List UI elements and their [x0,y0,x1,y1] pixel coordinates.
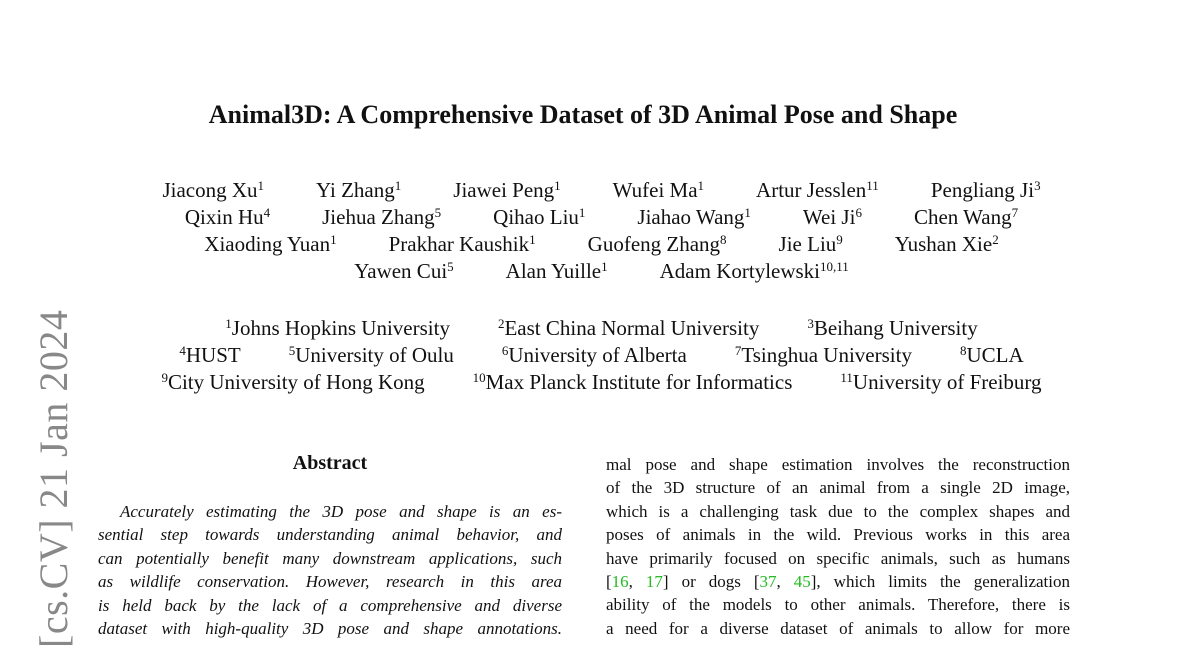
intro-text: which is a challenging task due to the complex shapes and [606,501,1070,521]
author-affiliation-mark: 4 [263,205,271,220]
affiliation-name: Beihang University [813,316,978,340]
abstract-line: as wildlife conservation. However, research in this area [98,572,562,592]
abstract-line: is held back by the lack of a comprehensive and diverse [98,595,562,615]
author-affiliation-mark: 5 [434,205,442,220]
author-affiliation-mark: 5 [447,259,454,274]
author-affiliation-mark: 1 [554,178,561,193]
intro-text: mal pose and shape estimation involves the reconstruction [606,455,1070,474]
affiliation [498,315,759,342]
intro-line [606,570,1070,593]
affiliation [473,369,793,396]
abstract-line: sential step towards understanding animal behavior, and [98,525,562,545]
author-affiliation-mark: 3 [1034,178,1041,193]
affiliation [179,342,240,369]
author-name [756,177,879,204]
affiliation-mark: 8 [959,343,967,358]
author-name [803,204,862,231]
abstract-line: dataset with high-quality 3D pose and shape annotations. [98,619,562,639]
intro-text: ability of the models to other animals. Therefore, there is [606,595,1070,615]
author-name-text: Yi Zhang [316,178,395,202]
affiliation [161,369,424,396]
author-name-text: Qihao Liu [493,205,579,229]
author-name [354,258,453,285]
intro-text: , [776,572,794,592]
author-name [613,177,704,204]
author-name-text: Artur Jesslen [756,178,867,202]
abstract-heading: Abstract [292,452,368,474]
author-affiliation-mark: 11 [866,178,879,193]
affiliation [502,342,687,369]
author-name [389,231,536,258]
intro-text: of the 3D structure of an animal from a single 2D image, [606,478,1070,498]
affiliation-mark: 10 [472,370,486,385]
affiliation-name: City University of Hong Kong [167,370,425,394]
affiliation-mark: 3 [807,316,814,331]
author-affiliation-mark: 8 [720,232,727,247]
paper-title: Animal3D: A Comprehensive Dataset of 3D Animal Pose and Shape [208,100,958,129]
affiliation-mark: 9 [161,370,168,385]
citation-link[interactable]: 37 [759,572,777,592]
author-name-text: Adam Kortylewski [659,259,821,283]
author-name-text: Qixin Hu [184,205,264,229]
author-name [506,258,608,285]
author-name-text: Xiaoding Yuan [204,232,331,256]
affiliation [840,369,1041,396]
author-affiliation-mark: 2 [992,232,999,247]
affiliation-row [0,369,1200,396]
affiliation-mark: 2 [497,316,505,331]
affiliation-name: Johns Hopkins University [231,316,450,340]
affiliation [807,315,977,342]
affiliation-name: Max Planck Institute for Informatics [485,370,793,394]
affiliation-row [0,342,1200,369]
intro-line [606,453,1070,476]
abstract-line: can potentially benefit many downstream applications, such [98,548,562,568]
author-name-text: Wei Ji [802,205,856,229]
author-name-text: Pengliang Ji [930,178,1035,202]
author-row [0,177,1200,204]
abstract-line: Accurately estimating the 3D pose and shape is an es- [120,502,562,521]
intro-text: a need for a diverse dataset of animals to allow for more [606,618,1070,638]
author-affiliation-mark: 1 [744,205,751,220]
affiliation-mark: 7 [734,343,742,358]
author-name [779,231,843,258]
author-affiliation-mark: 10,11 [820,259,849,274]
affiliation-mark: 1 [225,316,232,331]
author-name-text: Jiawei Peng [453,178,555,202]
affiliation [735,342,912,369]
author-name [895,231,999,258]
author-name-text: Jiahao Wang [637,205,745,229]
affiliation-name: University of Oulu [295,343,454,367]
citation-link[interactable]: 45 [793,572,811,592]
affiliation-name: HUST [185,343,241,367]
affiliation-row [0,315,1200,342]
author-affiliation-mark: 1 [394,178,402,193]
author-name [493,204,585,231]
author-affiliation-mark: 1 [330,232,337,247]
affiliation-mark: 5 [288,343,296,358]
author-affiliation-mark: 9 [836,232,843,247]
affiliation-name: UCLA [966,343,1024,367]
intro-text: [ [606,572,612,592]
author-name [316,177,401,204]
author-name-text: Prakhar Kaushik [388,232,530,256]
author-name-text: Yushan Xie [894,232,993,256]
affiliation [960,342,1024,369]
intro-text: ], which limits the generalization [810,572,1070,592]
author-name-text: Jiacong Xu [162,178,258,202]
author-name [660,258,849,285]
intro-text: poses of animals in the wild. Previous works in this area [606,525,1070,545]
author-name-text: Jie Liu [778,232,837,256]
author-row [0,258,1200,285]
author-name [185,204,270,231]
citation-link[interactable]: 17 [645,572,663,592]
author-affiliation-mark: 1 [601,259,608,274]
author-row [0,231,1200,258]
author-name-text: Yawen Cui [354,259,448,283]
intro-column [606,453,1070,640]
intro-line [606,476,1070,499]
intro-text: , [628,572,646,592]
author-affiliation-mark: 7 [1011,205,1019,220]
intro-text: have primarily focused on specific animals, such as humans [606,548,1070,568]
citation-link[interactable]: 16 [611,572,629,592]
affiliation-name: University of Freiburg [852,370,1042,394]
abstract-body [98,500,562,640]
author-name [588,231,727,258]
affiliation [289,342,454,369]
affiliation [225,315,450,342]
author-name [931,177,1041,204]
intro-line [606,593,1070,616]
author-list [0,177,1200,285]
affiliation-name: East China Normal University [504,316,760,340]
affiliation-mark: 11 [840,370,853,385]
arxiv-side-stamp: [cs.CV] 21 Jan 2024 [31,309,76,648]
author-row [0,204,1200,231]
intro-line [606,617,1070,640]
author-name-text: Jiehua Zhang [322,205,435,229]
affiliation-name: University of Alberta [508,343,687,367]
author-affiliation-mark: 1 [697,178,705,193]
author-affiliation-mark: 1 [578,205,586,220]
author-name-text: Wufei Ma [612,178,698,202]
author-name [204,231,336,258]
author-name [637,204,750,231]
intro-line [606,500,1070,523]
intro-line [606,547,1070,570]
author-name [453,177,560,204]
affiliation-list [0,315,1200,396]
author-name [322,204,441,231]
author-affiliation-mark: 1 [529,232,536,247]
affiliation-name: Tsinghua University [741,343,912,367]
affiliation-mark: 6 [501,343,509,358]
author-name [162,177,264,204]
author-affiliation-mark: 6 [855,205,862,220]
affiliation-mark: 4 [179,343,186,358]
author-affiliation-mark: 1 [257,178,265,193]
author-name-text: Alan Yuille [505,259,602,283]
author-name-text: Guofeng Zhang [587,232,721,256]
intro-text: ] or dogs [ [662,572,760,592]
author-name-text: Chen Wang [913,205,1012,229]
author-name [914,204,1018,231]
intro-line [606,523,1070,546]
